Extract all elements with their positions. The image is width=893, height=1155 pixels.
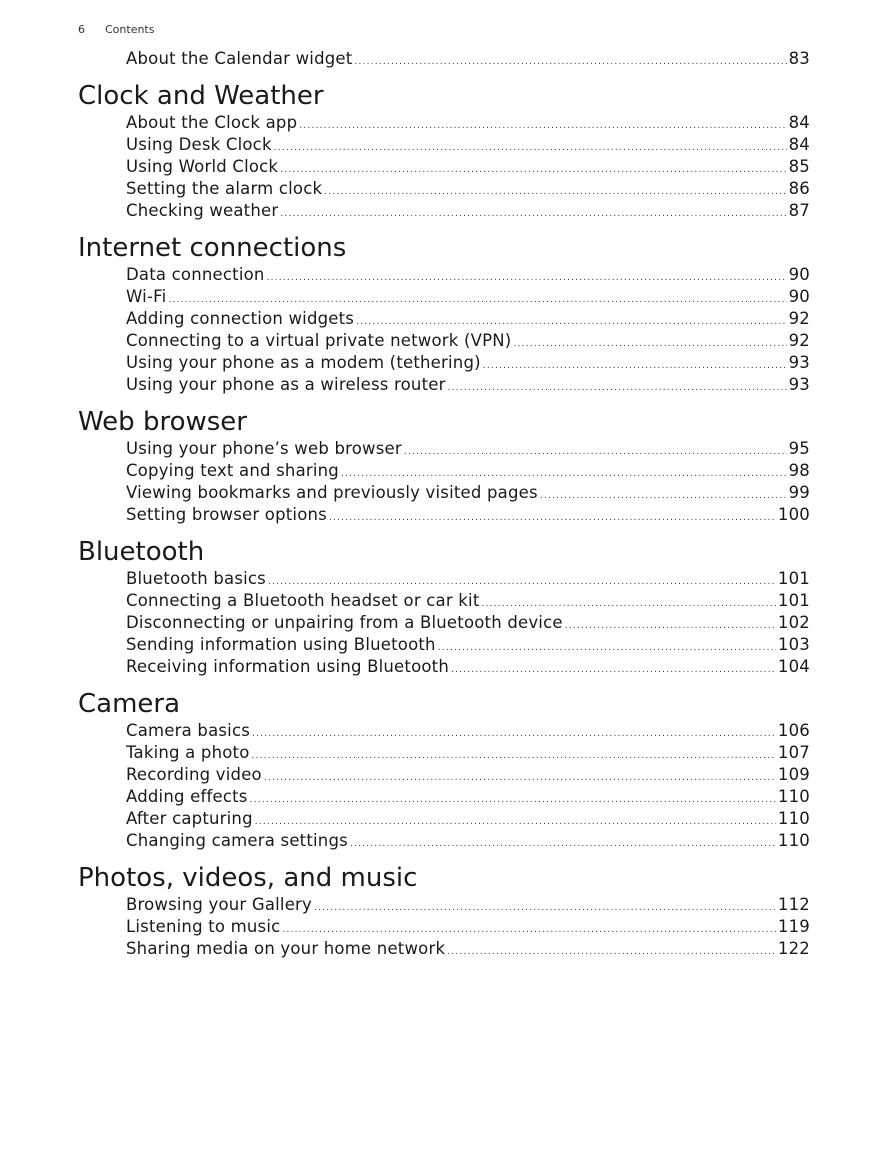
running-title: Contents (105, 23, 155, 36)
dot-leader (252, 745, 776, 767)
toc-entry[interactable] (78, 808, 810, 830)
section-title[interactable]: Clock and Weather (78, 81, 324, 111)
toc-entry-page: 84 (788, 135, 810, 154)
dot-leader (451, 659, 776, 681)
toc-entry-title: Adding effects (126, 787, 248, 806)
toc-entry-page: 90 (788, 265, 810, 284)
toc-entry-page: 90 (788, 287, 810, 306)
toc-entry[interactable] (78, 612, 810, 634)
toc-entry-page: 98 (788, 461, 810, 480)
toc-entry[interactable] (78, 286, 810, 308)
toc-entry-page: 110 (777, 831, 810, 850)
toc-entry-title: Connecting a Bluetooth headset or car kit (126, 591, 480, 610)
toc-entry[interactable] (78, 330, 810, 352)
toc-entry-title: Bluetooth basics (126, 569, 266, 588)
toc-entry-page: 109 (777, 765, 810, 784)
toc-entry-title: Using World Clock (126, 157, 279, 176)
dot-leader (299, 115, 786, 137)
dot-leader (540, 485, 787, 507)
toc-entry-title: Wi-Fi (126, 287, 167, 306)
dot-leader (324, 181, 786, 203)
toc-entry[interactable] (78, 742, 810, 764)
toc-entry[interactable] (78, 764, 810, 786)
toc-entry[interactable] (78, 460, 810, 482)
dot-leader (264, 767, 776, 789)
toc-entry-page: 84 (788, 113, 810, 132)
toc-entry[interactable] (78, 482, 810, 504)
dot-leader (250, 789, 776, 811)
toc-entry-title: After capturing (126, 809, 253, 828)
toc-entry-page: 106 (777, 721, 810, 740)
dot-leader (447, 941, 776, 963)
toc-entry-title: Receiving information using Bluetooth (126, 657, 449, 676)
toc-entry[interactable] (78, 438, 810, 460)
toc-entry-page: 101 (777, 569, 810, 588)
dot-leader (329, 507, 776, 529)
toc-entry-title: Browsing your Gallery (126, 895, 312, 914)
toc-entry-page: 95 (788, 439, 810, 458)
toc-sections (78, 76, 810, 960)
dot-leader (252, 723, 776, 745)
toc-entry-page: 104 (777, 657, 810, 676)
toc-entry[interactable] (78, 352, 810, 374)
toc-entry-title: Changing camera settings (126, 831, 348, 850)
toc-entry[interactable] (78, 200, 810, 222)
toc-entry-title: Using your phone as a wireless router (126, 375, 446, 394)
toc-entry-page: 92 (788, 309, 810, 328)
toc-entry-title: Using your phone’s web browser (126, 439, 402, 458)
toc-entry-title: Setting browser options (126, 505, 327, 524)
toc-entry-title: About the Calendar widget (126, 49, 353, 68)
toc-entry-title: Disconnecting or unpairing from a Bluetooth device (126, 613, 563, 632)
toc-section (78, 76, 810, 222)
dot-leader (354, 51, 786, 73)
table-of-contents (78, 48, 810, 960)
toc-entry[interactable] (78, 786, 810, 808)
dot-leader (274, 137, 787, 159)
toc-entry-title: Data connection (126, 265, 265, 284)
toc-section (78, 402, 810, 526)
dot-leader (483, 355, 787, 377)
toc-entry[interactable] (78, 178, 810, 200)
toc-entry-title: Copying text and sharing (126, 461, 339, 480)
toc-entry-title: Sending information using Bluetooth (126, 635, 436, 654)
dot-leader (314, 897, 776, 919)
toc-entry-page: 122 (777, 939, 810, 958)
toc-entry-page: 119 (777, 917, 810, 936)
section-title[interactable]: Internet connections (78, 233, 347, 263)
toc-entry[interactable] (78, 894, 810, 916)
toc-entry-page: 112 (777, 895, 810, 914)
toc-entry[interactable] (78, 720, 810, 742)
toc-entry-page: 103 (777, 635, 810, 654)
dot-leader (404, 441, 787, 463)
toc-entry[interactable] (78, 830, 810, 852)
toc-entry-page: 107 (777, 743, 810, 762)
toc-entry-page: 93 (788, 353, 810, 372)
section-title[interactable]: Camera (78, 689, 181, 719)
dot-leader (438, 637, 776, 659)
toc-entry[interactable] (78, 634, 810, 656)
section-title[interactable]: Web browser (78, 407, 247, 437)
toc-entry[interactable] (78, 656, 810, 678)
dot-leader (267, 267, 787, 289)
page-number: 6 (78, 23, 85, 36)
toc-entry[interactable] (78, 48, 810, 70)
dot-leader (280, 159, 786, 181)
toc-entry-title: Viewing bookmarks and previously visited pages (126, 483, 538, 502)
toc-entry[interactable] (78, 112, 810, 134)
toc-entry[interactable] (78, 156, 810, 178)
toc-section (78, 858, 810, 960)
section-title[interactable]: Photos, videos, and music (78, 863, 418, 893)
toc-entry-title: Listening to music (126, 917, 281, 936)
toc-entry-title: Sharing media on your home network (126, 939, 446, 958)
toc-entry-page: 93 (788, 375, 810, 394)
toc-entry-title: Taking a photo (126, 743, 250, 762)
toc-entry[interactable] (78, 590, 810, 612)
toc-entry-page: 83 (788, 49, 810, 68)
toc-entry-title: Using your phone as a modem (tethering) (126, 353, 481, 372)
toc-entry-page: 85 (788, 157, 810, 176)
toc-entry-title: Recording video (126, 765, 262, 784)
toc-entry[interactable] (78, 374, 810, 396)
dot-leader (513, 333, 786, 355)
toc-entry-title: About the Clock app (126, 113, 298, 132)
dot-leader (280, 203, 786, 225)
toc-section (78, 532, 810, 678)
dot-leader (448, 377, 787, 399)
toc-entry-title: Camera basics (126, 721, 251, 740)
toc-entry-page: 87 (788, 201, 810, 220)
section-title[interactable]: Bluetooth (78, 537, 205, 567)
intro-entries (78, 48, 810, 70)
toc-section (78, 684, 810, 852)
toc-entry-page: 102 (777, 613, 810, 632)
toc-entry-page: 101 (777, 591, 810, 610)
toc-entry-title: Adding connection widgets (126, 309, 355, 328)
toc-entry[interactable] (78, 938, 810, 960)
toc-entry[interactable] (78, 264, 810, 286)
toc-entry-page: 110 (777, 809, 810, 828)
toc-entry[interactable] (78, 916, 810, 938)
toc-entry-page: 86 (788, 179, 810, 198)
toc-entry[interactable] (78, 568, 810, 590)
toc-entry-page: 99 (788, 483, 810, 502)
dot-leader (565, 615, 776, 637)
toc-section (78, 228, 810, 396)
toc-entry-title: Connecting to a virtual private network (VPN) (126, 331, 512, 350)
dot-leader (350, 833, 776, 855)
toc-entry[interactable] (78, 504, 810, 526)
page-header (78, 23, 154, 36)
toc-entry-page: 100 (777, 505, 810, 524)
toc-entry[interactable] (78, 134, 810, 156)
toc-entry-title: Setting the alarm clock (126, 179, 323, 198)
toc-entry-title: Checking weather (126, 201, 279, 220)
toc-entry-page: 110 (777, 787, 810, 806)
toc-entry[interactable] (78, 308, 810, 330)
toc-entry-title: Using Desk Clock (126, 135, 272, 154)
toc-entry-page: 92 (788, 331, 810, 350)
